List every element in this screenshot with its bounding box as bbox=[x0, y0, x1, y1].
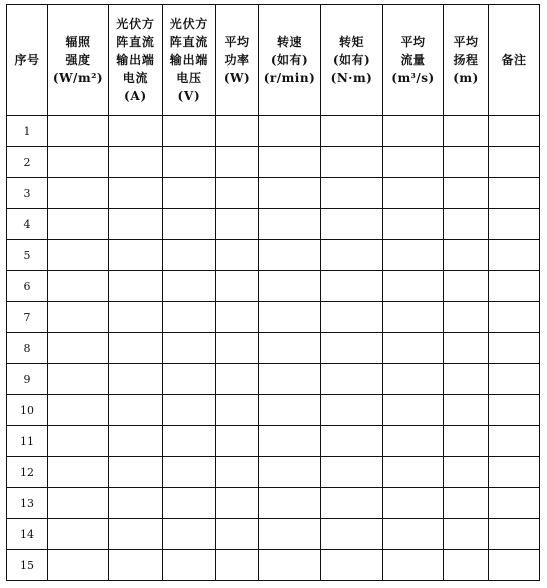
row-number: 13 bbox=[7, 488, 48, 519]
table-cell-avg-power bbox=[216, 240, 259, 271]
header-line: 阵直流 bbox=[169, 35, 209, 49]
table-row bbox=[7, 457, 540, 488]
column-header-seq bbox=[7, 5, 48, 116]
table-row bbox=[7, 147, 540, 178]
table-cell-speed bbox=[259, 209, 321, 240]
table-cell-avg-flow bbox=[383, 302, 444, 333]
table-row bbox=[7, 178, 540, 209]
table-cell-pv-voltage bbox=[163, 457, 216, 488]
header-line: 阵直流 bbox=[116, 35, 155, 49]
table-cell-torque bbox=[321, 147, 383, 178]
table-cell-speed bbox=[259, 240, 321, 271]
column-header-pv-current bbox=[109, 5, 163, 116]
table-cell-pv-current bbox=[109, 240, 163, 271]
header-line: 辐照 bbox=[65, 35, 91, 49]
table-cell-irradiance bbox=[48, 240, 109, 271]
table-cell-remarks bbox=[489, 550, 540, 581]
table-cell-speed bbox=[259, 488, 321, 519]
table-cell-irradiance bbox=[48, 488, 109, 519]
header-line: 平均 bbox=[224, 35, 250, 49]
row-number: 5 bbox=[7, 240, 48, 271]
table-cell-speed bbox=[259, 147, 321, 178]
table-cell-remarks bbox=[489, 302, 540, 333]
header-line: 转速 bbox=[276, 35, 302, 49]
row-number: 9 bbox=[7, 364, 48, 395]
table-cell-speed bbox=[259, 116, 321, 147]
header-line: (V) bbox=[177, 89, 201, 103]
header-line: 电压 bbox=[176, 71, 202, 85]
table-cell-avg-head bbox=[444, 550, 489, 581]
table-row bbox=[7, 240, 540, 271]
table-cell-avg-power bbox=[216, 395, 259, 426]
table-cell-pv-current bbox=[109, 178, 163, 209]
row-number: 15 bbox=[7, 550, 48, 581]
table-cell-irradiance bbox=[48, 116, 109, 147]
row-number: 2 bbox=[7, 147, 48, 178]
header-line: 平均 bbox=[400, 35, 426, 49]
header-line: 强度 bbox=[65, 53, 91, 67]
header-line: 序号 bbox=[14, 53, 40, 67]
header-line: 转矩 bbox=[338, 35, 364, 49]
row-number: 10 bbox=[7, 395, 48, 426]
table-cell-avg-power bbox=[216, 333, 259, 364]
table-cell-avg-flow bbox=[383, 209, 444, 240]
table-cell-pv-current bbox=[109, 457, 163, 488]
table-cell-pv-voltage bbox=[163, 178, 216, 209]
table-cell-remarks bbox=[489, 147, 540, 178]
header-line: 输出端 bbox=[116, 53, 155, 67]
table-cell-avg-head bbox=[444, 147, 489, 178]
table-row bbox=[7, 116, 540, 147]
table-cell-torque bbox=[321, 519, 383, 550]
header-line: 备注 bbox=[501, 53, 527, 67]
table-cell-avg-flow bbox=[383, 457, 444, 488]
table-cell-avg-head bbox=[444, 302, 489, 333]
table-cell-pv-current bbox=[109, 395, 163, 426]
table-cell-remarks bbox=[489, 519, 540, 550]
header-line: (W/m²) bbox=[52, 71, 104, 85]
header-line: 平均 bbox=[453, 35, 479, 49]
table-cell-torque bbox=[321, 457, 383, 488]
table-cell-irradiance bbox=[48, 519, 109, 550]
column-header-avg-head bbox=[444, 5, 489, 116]
header-line: 输出端 bbox=[169, 53, 209, 67]
header-line: (m) bbox=[453, 71, 479, 85]
table-cell-pv-current bbox=[109, 519, 163, 550]
header-line: (W) bbox=[223, 71, 251, 85]
table-cell-irradiance bbox=[48, 271, 109, 302]
table-cell-irradiance bbox=[48, 550, 109, 581]
row-number: 11 bbox=[7, 426, 48, 457]
table-cell-pv-voltage bbox=[163, 302, 216, 333]
table-cell-avg-power bbox=[216, 364, 259, 395]
table-cell-pv-voltage bbox=[163, 550, 216, 581]
table-cell-avg-flow bbox=[383, 240, 444, 271]
column-header-irradiance bbox=[48, 5, 109, 116]
table-cell-avg-head bbox=[444, 178, 489, 209]
table-row bbox=[7, 364, 540, 395]
table-cell-avg-head bbox=[444, 271, 489, 302]
table-cell-pv-current bbox=[109, 550, 163, 581]
header-line: 功率 bbox=[224, 53, 250, 67]
table-cell-remarks bbox=[489, 457, 540, 488]
table-row bbox=[7, 550, 540, 581]
column-header-avg-power bbox=[216, 5, 259, 116]
table-cell-avg-power bbox=[216, 519, 259, 550]
table-cell-torque bbox=[321, 550, 383, 581]
row-number: 6 bbox=[7, 271, 48, 302]
header-line: 光伏方 bbox=[169, 17, 209, 31]
table-cell-torque bbox=[321, 333, 383, 364]
table-cell-pv-current bbox=[109, 147, 163, 178]
table-cell-avg-flow bbox=[383, 178, 444, 209]
table-cell-pv-voltage bbox=[163, 209, 216, 240]
table-cell-torque bbox=[321, 302, 383, 333]
table-cell-pv-voltage bbox=[163, 519, 216, 550]
row-number: 1 bbox=[7, 116, 48, 147]
table-cell-pv-voltage bbox=[163, 333, 216, 364]
table-cell-irradiance bbox=[48, 209, 109, 240]
table-cell-avg-head bbox=[444, 488, 489, 519]
row-number: 12 bbox=[7, 457, 48, 488]
table-cell-torque bbox=[321, 178, 383, 209]
table-cell-avg-power bbox=[216, 209, 259, 240]
row-number: 8 bbox=[7, 333, 48, 364]
row-number: 7 bbox=[7, 302, 48, 333]
table-cell-remarks bbox=[489, 209, 540, 240]
table-cell-torque bbox=[321, 209, 383, 240]
table-cell-pv-voltage bbox=[163, 271, 216, 302]
table-cell-torque bbox=[321, 488, 383, 519]
table-cell-avg-head bbox=[444, 333, 489, 364]
table-cell-torque bbox=[321, 240, 383, 271]
table-cell-avg-power bbox=[216, 457, 259, 488]
table-row bbox=[7, 426, 540, 457]
table-cell-remarks bbox=[489, 333, 540, 364]
table-cell-speed bbox=[259, 271, 321, 302]
table-cell-avg-flow bbox=[383, 488, 444, 519]
header-line: 流量 bbox=[400, 53, 426, 67]
table-cell-avg-power bbox=[216, 147, 259, 178]
table-row bbox=[7, 333, 540, 364]
row-number: 3 bbox=[7, 178, 48, 209]
table-cell-speed bbox=[259, 302, 321, 333]
table-cell-pv-current bbox=[109, 333, 163, 364]
table-cell-irradiance bbox=[48, 457, 109, 488]
table-cell-remarks bbox=[489, 426, 540, 457]
table-cell-speed bbox=[259, 333, 321, 364]
measurement-table bbox=[6, 4, 540, 581]
table-cell-avg-flow bbox=[383, 364, 444, 395]
column-header-pv-voltage bbox=[163, 5, 216, 116]
table-cell-remarks bbox=[489, 116, 540, 147]
table-cell-avg-flow bbox=[383, 519, 444, 550]
table-cell-speed bbox=[259, 178, 321, 209]
table-cell-pv-current bbox=[109, 302, 163, 333]
table-cell-speed bbox=[259, 395, 321, 426]
column-header-speed bbox=[259, 5, 321, 116]
table-cell-irradiance bbox=[48, 364, 109, 395]
table-cell-pv-voltage bbox=[163, 364, 216, 395]
table-cell-avg-head bbox=[444, 519, 489, 550]
header-line: (A) bbox=[123, 89, 148, 103]
table-cell-torque bbox=[321, 364, 383, 395]
table-body bbox=[7, 116, 540, 581]
table-cell-avg-head bbox=[444, 209, 489, 240]
table-cell-avg-head bbox=[444, 364, 489, 395]
table-cell-pv-voltage bbox=[163, 116, 216, 147]
table-cell-pv-current bbox=[109, 426, 163, 457]
header-line: 扬程 bbox=[453, 53, 479, 67]
table-cell-remarks bbox=[489, 395, 540, 426]
table-cell-avg-flow bbox=[383, 271, 444, 302]
row-number: 4 bbox=[7, 209, 48, 240]
table-cell-avg-flow bbox=[383, 395, 444, 426]
table-cell-torque bbox=[321, 426, 383, 457]
column-header-avg-flow bbox=[383, 5, 444, 116]
table-row bbox=[7, 488, 540, 519]
table-cell-speed bbox=[259, 426, 321, 457]
table-cell-avg-power bbox=[216, 302, 259, 333]
table-cell-irradiance bbox=[48, 395, 109, 426]
row-number: 14 bbox=[7, 519, 48, 550]
table-cell-pv-voltage bbox=[163, 488, 216, 519]
header-line: (如有) bbox=[270, 53, 309, 67]
table-cell-irradiance bbox=[48, 333, 109, 364]
table-row bbox=[7, 395, 540, 426]
table-cell-remarks bbox=[489, 364, 540, 395]
table-cell-speed bbox=[259, 519, 321, 550]
header-line: (如有) bbox=[332, 53, 371, 67]
table-cell-speed bbox=[259, 550, 321, 581]
table-cell-avg-flow bbox=[383, 333, 444, 364]
table-cell-avg-flow bbox=[383, 147, 444, 178]
table-cell-pv-current bbox=[109, 364, 163, 395]
table-cell-avg-flow bbox=[383, 116, 444, 147]
table-cell-avg-head bbox=[444, 457, 489, 488]
table-cell-irradiance bbox=[48, 147, 109, 178]
header-line: (m³/s) bbox=[391, 71, 435, 85]
table-cell-irradiance bbox=[48, 302, 109, 333]
table-cell-pv-current bbox=[109, 116, 163, 147]
column-header-remarks bbox=[489, 5, 540, 116]
table-header bbox=[7, 5, 540, 116]
table-cell-irradiance bbox=[48, 426, 109, 457]
table-cell-speed bbox=[259, 364, 321, 395]
table-cell-remarks bbox=[489, 271, 540, 302]
header-row bbox=[7, 5, 540, 116]
table-cell-torque bbox=[321, 271, 383, 302]
column-header-torque bbox=[321, 5, 383, 116]
table-row bbox=[7, 519, 540, 550]
table-row bbox=[7, 271, 540, 302]
table-cell-torque bbox=[321, 395, 383, 426]
header-line: 光伏方 bbox=[116, 17, 155, 31]
table-cell-pv-current bbox=[109, 271, 163, 302]
table-cell-pv-current bbox=[109, 488, 163, 519]
table-cell-pv-current bbox=[109, 209, 163, 240]
header-line: (r/min) bbox=[263, 71, 316, 85]
table-cell-irradiance bbox=[48, 178, 109, 209]
table-cell-remarks bbox=[489, 488, 540, 519]
table-cell-avg-power bbox=[216, 550, 259, 581]
table-cell-avg-power bbox=[216, 178, 259, 209]
table-cell-pv-voltage bbox=[163, 240, 216, 271]
table-cell-avg-power bbox=[216, 271, 259, 302]
table-cell-avg-power bbox=[216, 488, 259, 519]
table-cell-speed bbox=[259, 457, 321, 488]
table-cell-avg-head bbox=[444, 116, 489, 147]
table-cell-avg-head bbox=[444, 240, 489, 271]
table-cell-avg-head bbox=[444, 426, 489, 457]
header-line: (N·m) bbox=[330, 71, 373, 85]
table-cell-avg-flow bbox=[383, 550, 444, 581]
table-cell-pv-voltage bbox=[163, 395, 216, 426]
table-cell-pv-voltage bbox=[163, 147, 216, 178]
table-cell-pv-voltage bbox=[163, 426, 216, 457]
table-cell-avg-power bbox=[216, 116, 259, 147]
table-cell-torque bbox=[321, 116, 383, 147]
table-cell-avg-flow bbox=[383, 426, 444, 457]
table-row bbox=[7, 302, 540, 333]
table-cell-remarks bbox=[489, 240, 540, 271]
table-row bbox=[7, 209, 540, 240]
table-cell-avg-head bbox=[444, 395, 489, 426]
header-line: 电流 bbox=[122, 71, 149, 85]
table-cell-remarks bbox=[489, 178, 540, 209]
table-cell-avg-power bbox=[216, 426, 259, 457]
